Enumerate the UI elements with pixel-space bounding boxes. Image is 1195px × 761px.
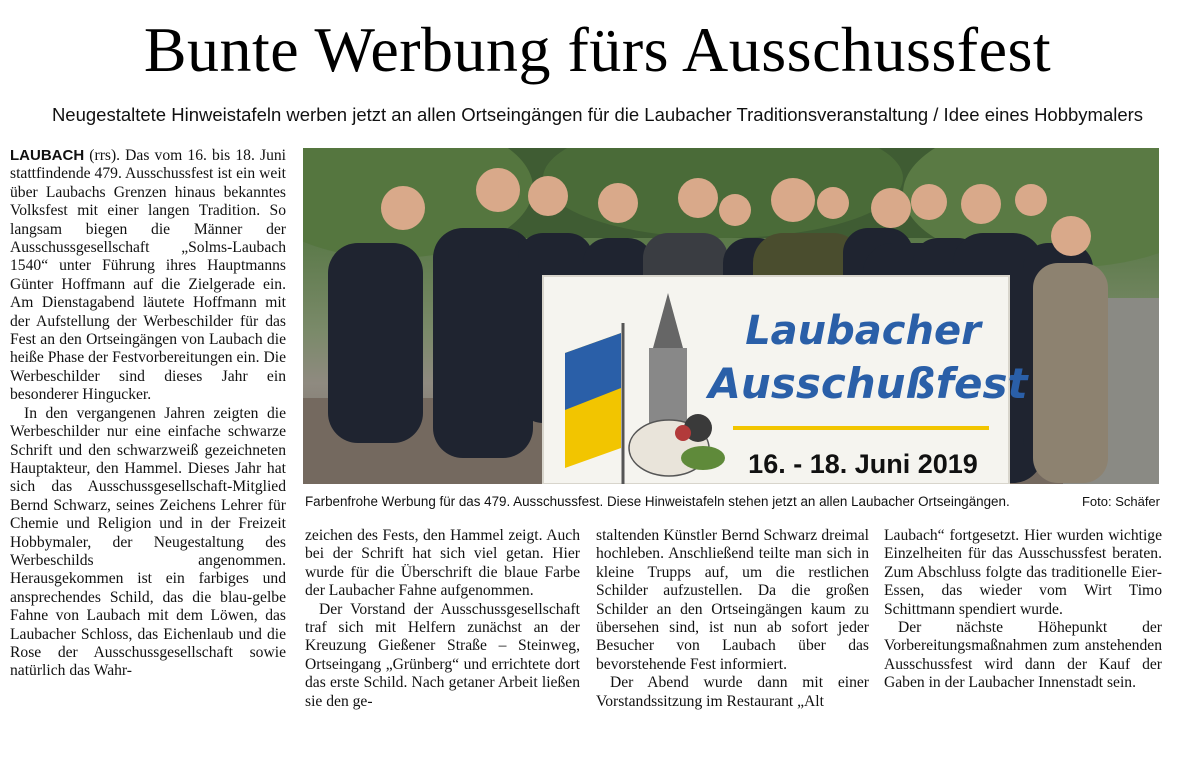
paragraph: Der Abend wurde dann mit einer Vorstandssitzung im Restaurant „Alt: [596, 674, 869, 710]
group-photo-illustration: [303, 148, 1159, 484]
article-subheadline: Neugestaltete Hinweistafeln werben jetzt an allen Ortseingängen für die Laubacher Traditionsveranstaltung / Idee eines Hobbymalers: [51, 104, 1144, 125]
sign-date: 16. - 18. Juni 2019: [748, 449, 978, 479]
dateline: LAUBACH: [10, 147, 85, 164]
article-headline: Bunte Werbung fürs Ausschussfest: [143, 14, 1052, 85]
sign-title-line-2: Ausschußfest: [708, 359, 1028, 408]
lead-text: (rrs). Das vom 16. bis 18. Juni stattfindende 479. Ausschussfest ist ein weit über Laubachs Grenzen hinaus bekanntes Volksfest mit einer langen Tradition. So langsam biegen die Männer der Ausschussgesellschaft „Solms-Laubach 1540“ unter Führung ihres Hauptmanns Günter Hoffmann auf die Zielgerade ein. Am Dienstagabend läutete Hoffmann mit der Aufstellung der Werbeschilder für das Fest an den Ortseingängen von Laubach die heiße Phase der Festvorbereitungen ein. Die Werbeschilder sind dieses Jahr ein besonderer Hingucker.: [10, 147, 286, 404]
photo-caption: Farbenfrohe Werbung für das 479. Ausschussfest. Diese Hinweistafeln stehen jetzt an allen Laubacher Ortseingängen.: [305, 494, 1010, 509]
paragraph: Der Vorstand der Ausschussgesellschaft traf sich mit Helfern zunächst an der Kreuzung Gießener Straße – Steinweg, Ortseingang „Grünberg“ und errichtete dort das erste Schild. Nach getaner Arbeit ließen sie den ge-: [305, 600, 580, 710]
article-column-2: [305, 527, 580, 711]
paragraph: Laubach“ fortgesetzt. Hier wurden wichtige Einzelheiten für das Ausschussfest beraten. Zum Abschluss folgte das traditionelle Eier-Essen, das wieder vom Wirt Timo Schittmann spendiert wurde.: [884, 527, 1162, 618]
paragraph: zeichen des Fests, den Hammel zeigt. Auch bei der Schrift hat sich viel getan. Hier wurde für die Überschrift die blaue Farbe der Laubacher Fahne aufgenommen.: [305, 527, 580, 600]
article-lead-paragraph: [10, 147, 286, 405]
article-column-3: [596, 527, 869, 711]
photo-caption-row: [305, 493, 1160, 511]
photo-credit: Foto: Schäfer: [1081, 494, 1160, 509]
paragraph: staltenden Künstler Bernd Schwarz dreimal hochleben. Anschließend teilte man sich in kleine Trupps auf, um die restlichen Schilder aufzustellen. Da die großen Schilder an den Ortseingängen kaum zu übersehen sind, ist nun ab sofort jeder Besucher von Laubach über das bevorstehende Fest informiert.: [596, 527, 869, 673]
article-photo: [303, 148, 1159, 484]
sign-title-line-1: Laubacher: [745, 308, 981, 354]
paragraph: Der nächste Höhepunkt der Vorbereitungsmaßnahmen zum anstehenden Ausschussfest wird dann der Kauf der Gaben in der Laubacher Innenstadt sein.: [884, 619, 1162, 692]
paragraph: In den vergangenen Jahren zeigten die Werbeschilder nur eine einfache schwarze Schrift und den schwarzweiß gezeichneten Hauptakteur, den Hammel. Dieses Jahr hat sich das Ausschussgesellschaft-Mitglied Bernd Schwarz, seines Zeichens Lehrer für Chemie und Religion und in der Freizeit Hobbymaler, der Neugestaltung des Werbeschilds angenommen. Herausgekommen ist ein farbiges und ansprechendes Schild, das die blau-gelbe Fahne von Laubach mit dem Löwen, das Laubacher Schloss, das Eichenlaub und die Rose der Ausschussgesellschaft sowie natürlich das Wahr-: [10, 404, 286, 680]
article-column-4: [884, 527, 1162, 693]
article-column-1: [10, 147, 286, 681]
